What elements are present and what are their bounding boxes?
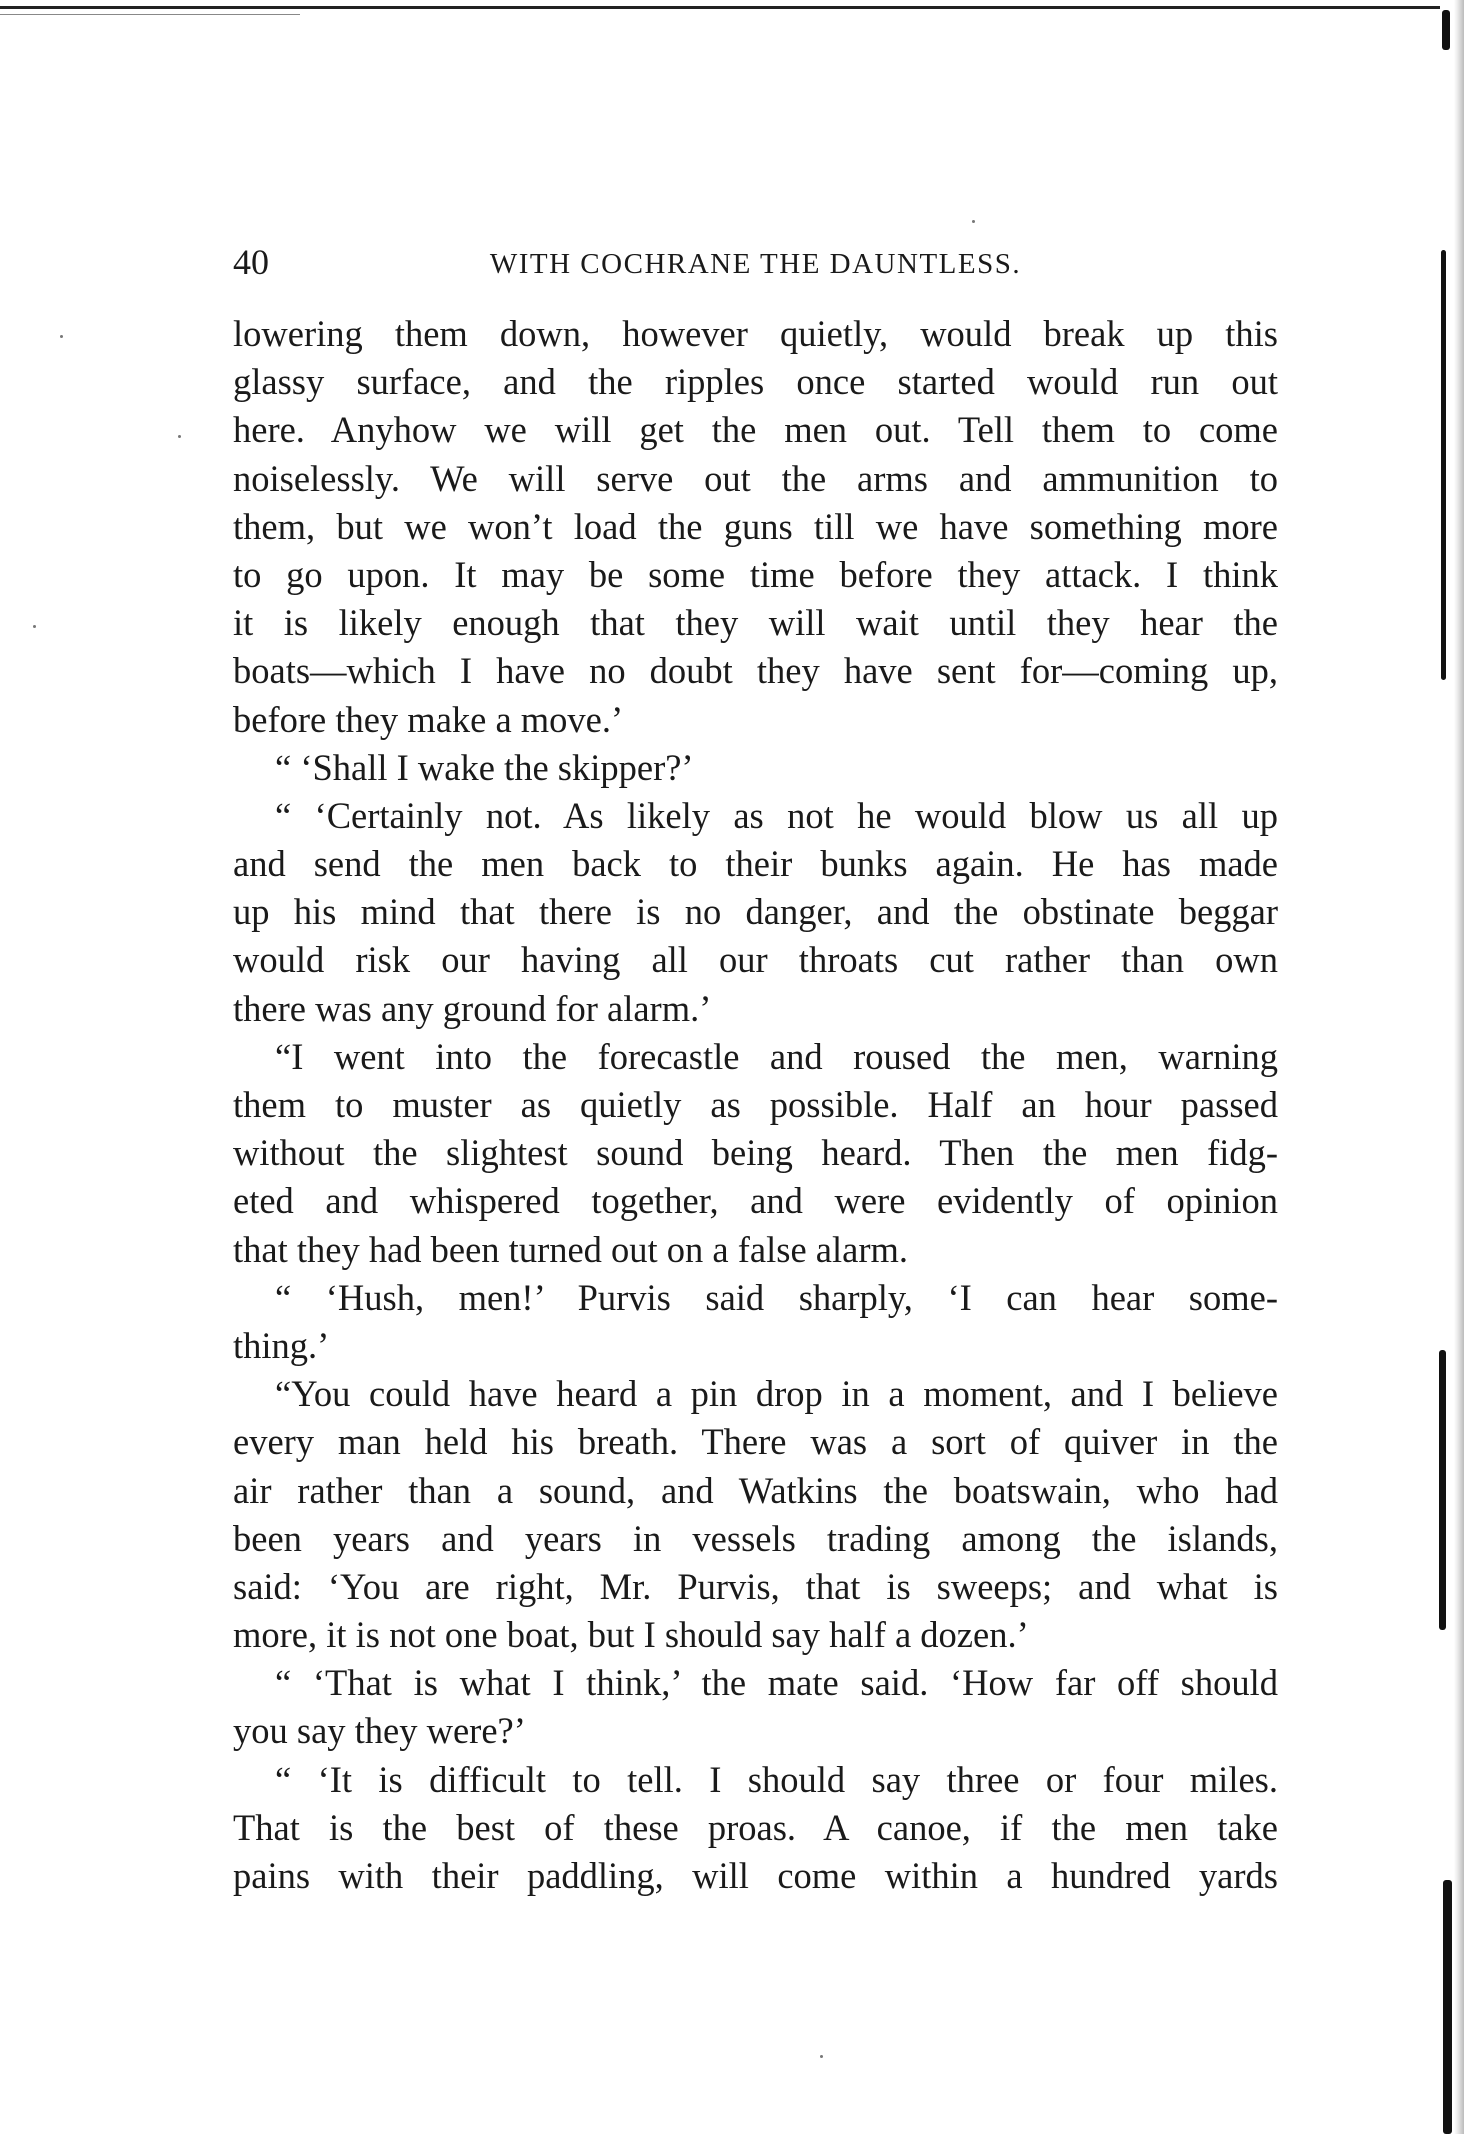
text-line: eted and whispered together, and were evidently of opinion xyxy=(233,1180,1278,1222)
text-line: every man held his breath. There was a sort of quiver in the xyxy=(233,1421,1278,1463)
page-header xyxy=(233,240,1278,284)
page-right-edge-shadow xyxy=(1454,0,1464,2134)
text-line: “ ‘It is difficult to tell. I should say three or four miles. xyxy=(275,1758,1278,1800)
paper-speck xyxy=(972,220,975,223)
text-line: boats—which I have no doubt they have sent for—coming up, xyxy=(233,650,1278,692)
text-line: lowering them down, however quietly, would break up this xyxy=(233,313,1278,354)
text-line: “ ‘Shall I wake the skipper?’ xyxy=(275,746,694,788)
page-number: 40 xyxy=(233,242,269,282)
paper-speck xyxy=(33,625,36,628)
text-line: “I went into the forecastle and roused the men, warning xyxy=(275,1035,1278,1077)
top-rule-secondary xyxy=(0,14,300,15)
text-line: glassy surface, and the ripples once started would run out xyxy=(233,361,1278,403)
text-line: you say they were?’ xyxy=(233,1710,526,1752)
text-line: noiselessly. We will serve out the arms and ammunition to xyxy=(233,457,1278,499)
text-line: said: ‘You are right, Mr. Purvis, that is sweeps; and what is xyxy=(233,1565,1278,1607)
text-line: air rather than a sound, and Watkins the boatswain, who had xyxy=(233,1469,1278,1511)
text-line: that they had been turned out on a false alarm. xyxy=(233,1228,909,1270)
text-line: pains with their paddling, will come within a hundred yards xyxy=(233,1855,1278,1896)
binding-mark-1 xyxy=(1442,10,1450,50)
text-line: up his mind that there is no danger, and the obstinate beggar xyxy=(233,891,1278,933)
paper-speck xyxy=(178,435,181,438)
text-line: them to muster as quietly as possible. Half an hour passed xyxy=(233,1084,1278,1125)
text-line: more, it is not one boat, but I should say half a dozen.’ xyxy=(233,1614,1029,1656)
text-line: here. Anyhow we will get the men out. Tell them to come xyxy=(233,409,1278,451)
text-line: “ ‘Hush, men!’ Purvis said sharply, ‘I can hear some- xyxy=(275,1276,1278,1318)
text-line: “You could have heard a pin drop in a moment, and I believe xyxy=(275,1373,1278,1415)
text-line: “ ‘That is what I think,’ the mate said. ‘How far off should xyxy=(275,1662,1278,1704)
text-line: before they make a move.’ xyxy=(233,698,624,740)
binding-mark-2 xyxy=(1441,250,1446,680)
text-line: it is likely enough that they will wait until they hear the xyxy=(233,602,1278,644)
text-line: thing.’ xyxy=(233,1324,330,1366)
text-line: That is the best of these proas. A canoe, if the men take xyxy=(233,1806,1278,1848)
binding-mark-4 xyxy=(1443,1880,1452,2134)
text-line: been years and years in vessels trading among the islands, xyxy=(233,1517,1278,1559)
top-rule xyxy=(0,6,1440,9)
binding-mark-3 xyxy=(1439,1350,1446,1630)
text-line: without the slightest sound being heard. Then the men fidg- xyxy=(233,1132,1278,1174)
text-line: would risk our having all our throats cut rather than own xyxy=(233,939,1278,981)
paper-speck xyxy=(60,335,63,338)
text-line: to go upon. It may be some time before they attack. I think xyxy=(233,553,1278,595)
body-text xyxy=(233,310,1278,1900)
text-line: them, but we won’t load the guns till we have something more xyxy=(233,505,1278,547)
paper-speck xyxy=(820,2055,823,2058)
text-line: “ ‘Certainly not. As likely as not he would blow us all up xyxy=(275,794,1278,836)
text-line: and send the men back to their bunks again. He has made xyxy=(233,843,1278,885)
running-title: WITH COCHRANE THE DAUNTLESS. xyxy=(489,248,1022,280)
text-line: there was any ground for alarm.’ xyxy=(233,987,712,1029)
